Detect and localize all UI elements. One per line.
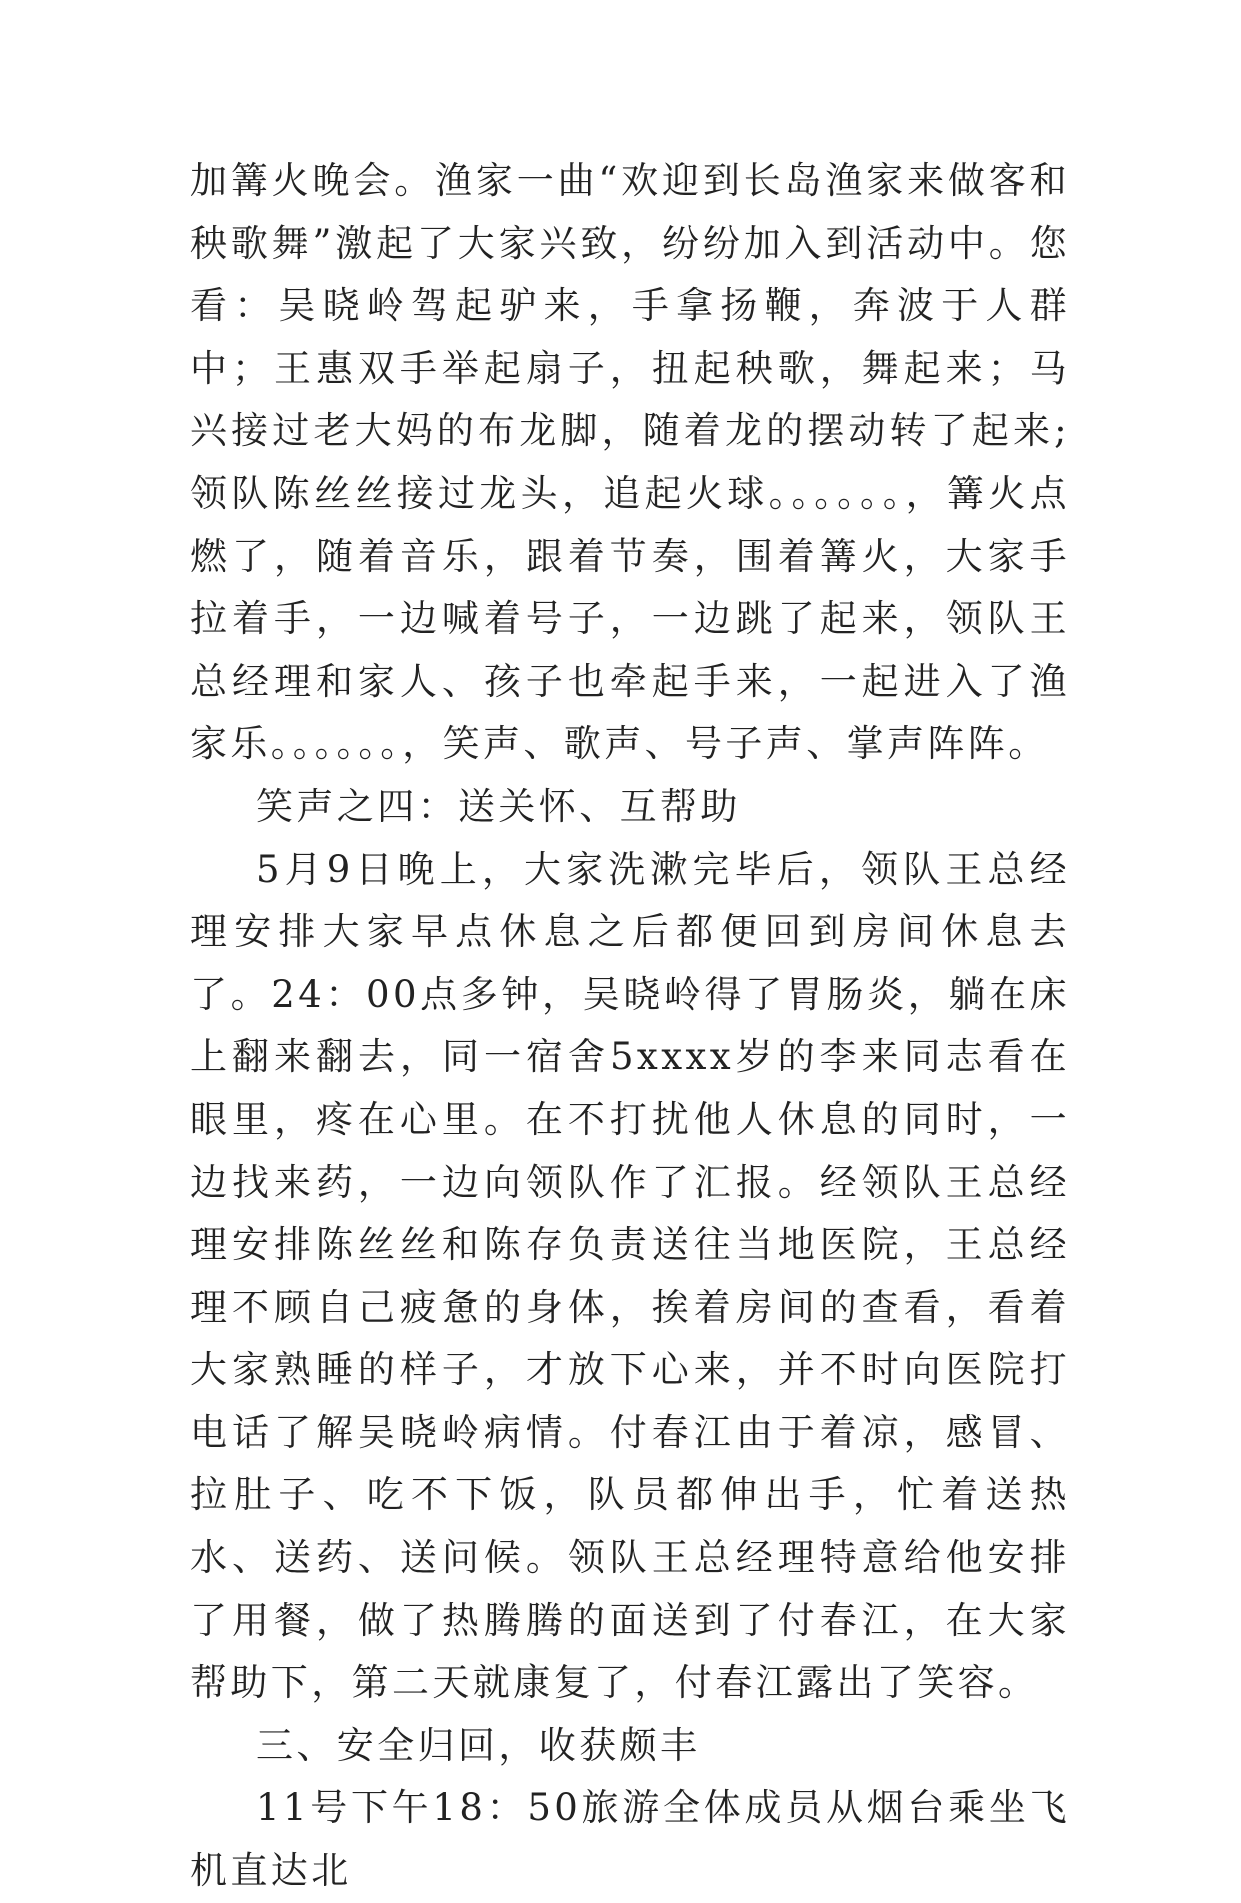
paragraph-care-and-help: 5月9日晚上，大家洗漱完毕后，领队王总经理安排大家早点休息之后都便回到房间休息去了。24：00点多钟，吴晓岭得了胃肠炎，躺在床上翻来翻去，同一宿舍5xxxx岁的李来同志看在眼里，疼在心里。在不打扰他人休息的同时，一边找来药，一边向领队作了汇报。经领队王总经理安排陈丝丝和陈存负责送往当地医院，王总经理不顾自己疲惫的身体，挨着房间的查看，看着大家熟睡的样子，才放下心来，并不时向医院打电话了解吴晓岭病情。付春江由于着凉，感冒、拉肚子、吃不下饭，队员都伸出手，忙着送热水、送药、送问候。领队王总经理特意给他安排了用餐，做了热腾腾的面送到了付春江，在大家帮助下，第二天就康复了，付春江露出了笑容。	[190, 847, 1070, 1705]
paragraph-return-flight: 11号下午18：50旅游全体成员从烟台乘坐飞机直达北	[190, 1786, 1070, 1893]
paragraph-bonfire-party: 加篝火晚会。渔家一曲“欢迎到长岛渔家来做客和秧歌舞”激起了大家兴致，纷纷加入到活动中。您看：吴晓岭驾起驴来，手拿扬鞭，奔波于人群中；王惠双手举起扇子，扭起秧歌，舞起来；马兴接过老大妈的布龙脚，随着龙的摆动转了起来;领队陈丝丝接过龙头，追起火球。。。。。。，篝火点燃了，随着音乐，跟着节奏，围着篝火，大家手拉着手，一边喊着号子，一边跳了起来，领队王总经理和家人、孩子也牵起手来，一起进入了渔家乐。。。。。。，笑声、歌声、号子声、掌声阵阵。	[190, 159, 1070, 766]
section-heading-care-and-help: 笑声之四：送关怀、互帮助	[256, 784, 741, 828]
document-body	[190, 150, 1070, 1903]
section-heading-safe-return: 三、安全归回，收获颇丰	[256, 1723, 701, 1767]
